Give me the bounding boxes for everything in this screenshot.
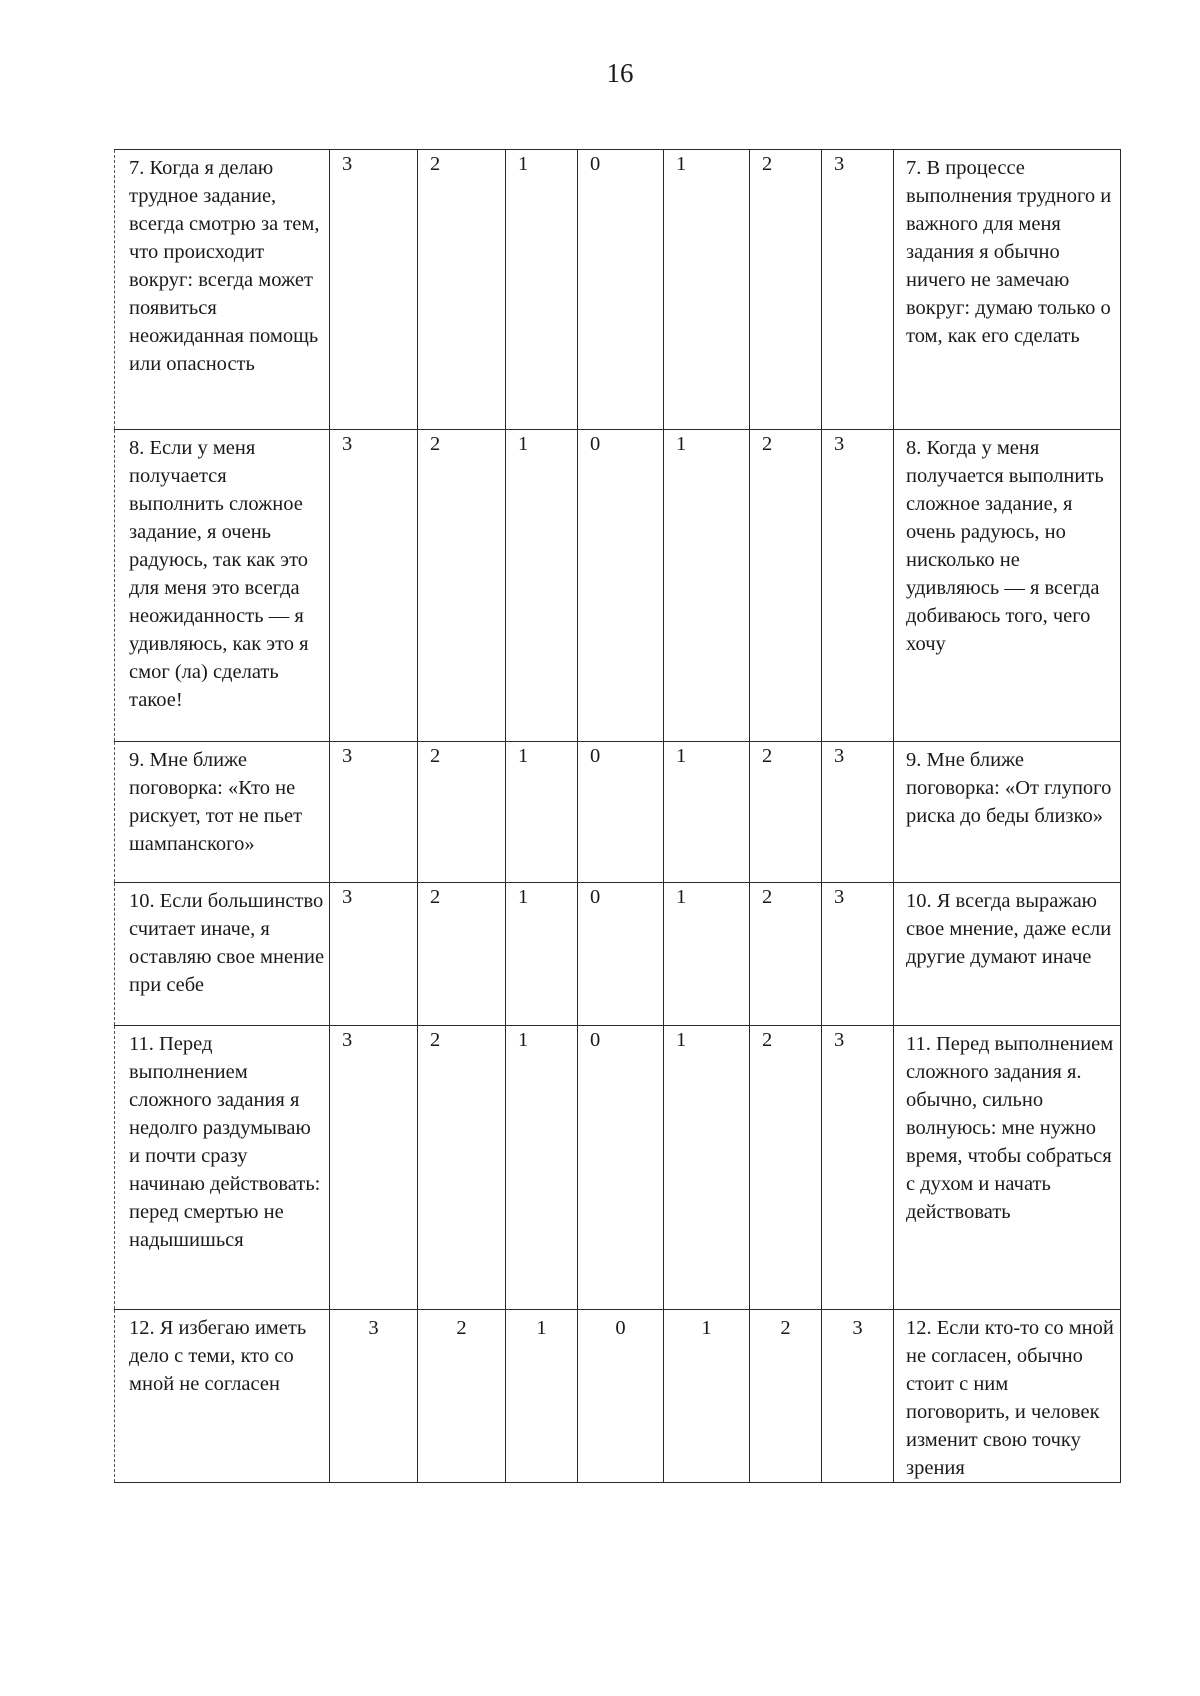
left-statement: 7. Когда я делаю трудное задание, всегда смотрю за тем, что происходит вокруг: всегда может появиться неожиданная помощь или опасность (115, 150, 330, 430)
scale-option[interactable]: 3 (330, 883, 418, 1026)
scale-option[interactable]: 2 (750, 742, 822, 883)
questionnaire-table (114, 149, 1121, 1483)
scale-option[interactable]: 1 (506, 1310, 578, 1483)
scale-option[interactable]: 2 (418, 883, 506, 1026)
scale-option[interactable]: 0 (578, 430, 664, 742)
table-row (115, 150, 1121, 430)
scale-option[interactable]: 3 (822, 1026, 894, 1310)
right-statement: 8. Когда у меня получается выполнить сложное задание, я очень радуюсь, но нисколько не удивляюсь — я всегда добиваюсь того, чего хочу (894, 430, 1121, 742)
scale-option[interactable]: 2 (418, 150, 506, 430)
table-row (115, 430, 1121, 742)
scale-option[interactable]: 3 (330, 742, 418, 883)
scale-option[interactable]: 0 (578, 1310, 664, 1483)
scale-option[interactable]: 2 (418, 1310, 506, 1483)
table-row (115, 1026, 1121, 1310)
scale-option[interactable]: 1 (506, 150, 578, 430)
scale-option[interactable]: 2 (750, 1026, 822, 1310)
left-statement: 12. Я избегаю иметь дело с теми, кто со мной не согласен (115, 1310, 330, 1483)
scale-option[interactable]: 2 (418, 742, 506, 883)
scale-option[interactable]: 0 (578, 742, 664, 883)
scale-option[interactable]: 1 (664, 1026, 750, 1310)
scale-option[interactable]: 3 (822, 742, 894, 883)
right-statement: 9. Мне ближе поговорка: «От глупого риска до беды близко» (894, 742, 1121, 883)
scale-option[interactable]: 3 (330, 1310, 418, 1483)
scale-option[interactable]: 1 (664, 430, 750, 742)
scale-option[interactable]: 3 (330, 1026, 418, 1310)
scale-option[interactable]: 0 (578, 1026, 664, 1310)
right-statement: 11. Перед выполнением сложного задания я. обычно, сильно волнуюсь: мне нужно время, чтобы собраться с духом и начать действовать (894, 1026, 1121, 1310)
scale-option[interactable]: 1 (664, 883, 750, 1026)
table-row (115, 742, 1121, 883)
scale-option[interactable]: 2 (750, 1310, 822, 1483)
scale-option[interactable]: 1 (664, 1310, 750, 1483)
left-statement: 8. Если у меня получается выполнить сложное задание, я очень радуюсь, так как это для меня это всегда неожиданность — я удивляюсь, как это я смог (ла) сделать такое! (115, 430, 330, 742)
right-statement: 10. Я всегда выражаю свое мнение, даже если другие думают иначе (894, 883, 1121, 1026)
scale-option[interactable]: 1 (506, 430, 578, 742)
left-statement: 11. Перед выполнением сложного задания я недолго раздумываю и почти сразу начинаю действовать: перед смертью не надышишься (115, 1026, 330, 1310)
scale-option[interactable]: 1 (506, 883, 578, 1026)
scale-option[interactable]: 3 (330, 150, 418, 430)
left-statement: 9. Мне ближе поговорка: «Кто не рискует, тот не пьет шампанского» (115, 742, 330, 883)
page-number: 16 (606, 58, 634, 88)
scale-option[interactable]: 3 (330, 430, 418, 742)
scale-option[interactable]: 0 (578, 883, 664, 1026)
scale-option[interactable]: 2 (750, 883, 822, 1026)
table-row (115, 883, 1121, 1026)
scale-option[interactable]: 2 (418, 1026, 506, 1310)
table-row (115, 1310, 1121, 1483)
scale-option[interactable]: 0 (578, 150, 664, 430)
scale-option[interactable]: 1 (506, 1026, 578, 1310)
scale-option[interactable]: 1 (664, 742, 750, 883)
scale-option[interactable]: 2 (418, 430, 506, 742)
left-statement: 10. Если большинство считает иначе, я оставляю свое мнение при себе (115, 883, 330, 1026)
scale-option[interactable]: 3 (822, 150, 894, 430)
scale-option[interactable]: 1 (664, 150, 750, 430)
scale-option[interactable]: 3 (822, 1310, 894, 1483)
right-statement: 7. В процессе выполнения трудного и важного для меня задания я обычно ничего не замечаю вокруг: думаю только о том, как его сделать (894, 150, 1121, 430)
scale-option[interactable]: 3 (822, 883, 894, 1026)
scale-option[interactable]: 1 (506, 742, 578, 883)
right-statement: 12. Если кто-то со мной не согласен, обычно стоит с ним поговорить, и человек изменит свою точку зрения (894, 1310, 1121, 1483)
scale-option[interactable]: 2 (750, 150, 822, 430)
scale-option[interactable]: 2 (750, 430, 822, 742)
scale-option[interactable]: 3 (822, 430, 894, 742)
